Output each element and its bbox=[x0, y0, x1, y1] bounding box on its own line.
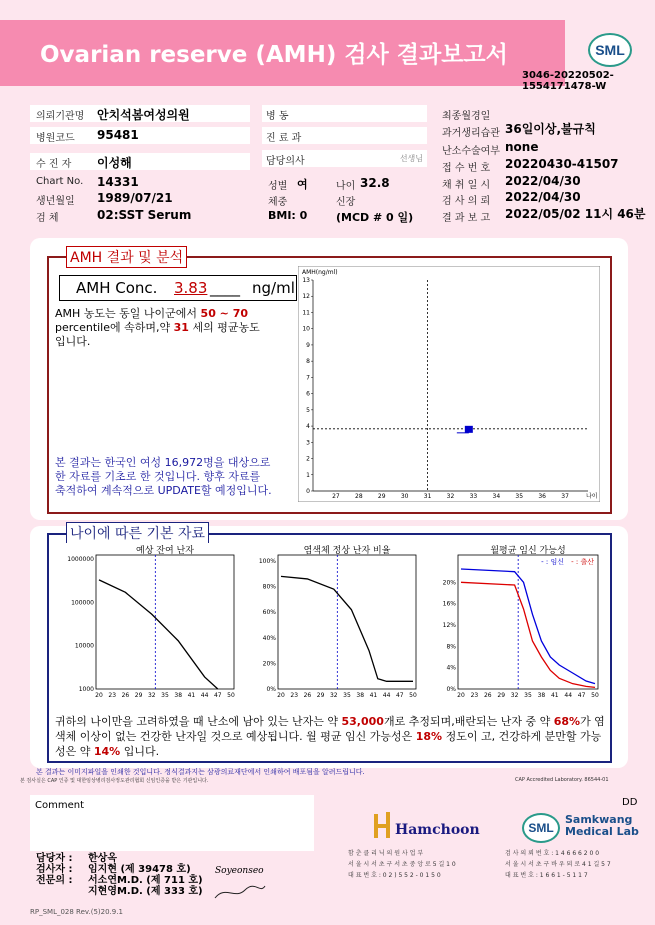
xtick: 44 bbox=[382, 692, 391, 699]
xtick: 23 bbox=[108, 692, 117, 699]
amh-xtick: 33 bbox=[469, 493, 478, 500]
amh-ylabel: AMH(ng/ml) bbox=[302, 269, 338, 276]
sml-info: 검 사 의 뢰 번 호 : 1 4 6 6 6 2 0 0 서 울 시 서 초 구 바 우 뫼 로 4 1 길 5 7 대 표 번 호 : 1 6 6 1 - 5 1 1 7 bbox=[505, 850, 611, 879]
amh-ytick: 5 bbox=[306, 406, 310, 414]
xtick: 44 bbox=[200, 692, 209, 699]
ytick: 60% bbox=[262, 609, 276, 617]
info-row-4: 생년월일 1989/07/21 bbox=[36, 191, 173, 207]
bmi-text: BMI: 0 bbox=[268, 209, 308, 222]
comment-box: Comment bbox=[30, 795, 314, 851]
amh-note: 본 결과는 한국인 여성 16,972명을 대상으로 한 자료를 기초로 한 것입니다. 향후 자료를 축적하여 계속적으로 UPDATE할 예정입니다. bbox=[55, 456, 272, 497]
amh-ytick: 7 bbox=[306, 374, 310, 382]
xtick: 20 bbox=[95, 692, 103, 699]
xtick: 26 bbox=[121, 692, 130, 699]
info-row-3: Chart No. 14331 bbox=[36, 175, 139, 189]
legend-birth: - : 출산 bbox=[571, 558, 594, 566]
info-row-5: 검 체 02:SST Serum bbox=[36, 208, 192, 224]
xtick: 29 bbox=[134, 692, 143, 699]
ytick: 40% bbox=[262, 634, 276, 642]
info-right-row-3: 접 수 번 호 20220430-41507 bbox=[442, 157, 619, 174]
amh-xtick: 30 bbox=[400, 493, 409, 500]
xtick: 32 bbox=[147, 692, 156, 699]
report-title: Ovarian reserve (AMH) 검사 결과보고서 bbox=[40, 42, 508, 68]
xtick: 47 bbox=[213, 692, 222, 699]
info-right-row-2: 난소수술여부 none bbox=[442, 140, 539, 157]
xtick: 47 bbox=[577, 692, 586, 699]
xtick: 32 bbox=[510, 692, 519, 699]
xtick: 38 bbox=[537, 692, 546, 699]
xtick: 23 bbox=[470, 692, 479, 699]
info-row-0: 의뢰기관명 안치석봄여성의원 bbox=[30, 105, 250, 122]
age-value: 32.8 bbox=[360, 176, 390, 190]
pregnancy-chart bbox=[428, 543, 602, 707]
amh-ytick: 11 bbox=[302, 309, 310, 317]
info-right-row-0: 최종월경일 bbox=[442, 111, 491, 122]
signature-scribble bbox=[210, 880, 270, 904]
age-label: 나이 bbox=[336, 181, 356, 192]
amh-xtick: 31 bbox=[423, 493, 432, 500]
xtick: 26 bbox=[303, 692, 312, 699]
sml-logo: SML bbox=[588, 33, 632, 67]
chart-bg bbox=[66, 543, 238, 707]
amh-ytick: 4 bbox=[306, 423, 310, 431]
amh-xtick: 29 bbox=[377, 493, 386, 500]
weight-label: 체중 bbox=[268, 197, 288, 208]
ytick: 12% bbox=[442, 622, 456, 629]
amh-xlabel: 나이 bbox=[586, 493, 598, 500]
amh-xtick: 34 bbox=[492, 493, 501, 500]
xtick: 32 bbox=[329, 692, 338, 699]
hamchoon-logo-icon bbox=[368, 808, 398, 842]
amh-xtick: 28 bbox=[355, 493, 363, 500]
footnote: 본 결과는 이미지파일을 인쇄한 것입니다. 정식결과지는 삼광의료재단에서 인쇄하여 배포됨을 알려드립니다. bbox=[36, 768, 365, 776]
ytick: 8% bbox=[446, 643, 456, 651]
info-row-2: 수 진 자 이성해 bbox=[30, 153, 250, 170]
ytick: 20% bbox=[262, 660, 276, 668]
info-right-row-6: 결 과 보 고 2022/05/02 11시 46분 bbox=[442, 207, 646, 224]
xtick: 41 bbox=[369, 692, 378, 699]
staff-labels: 담당자 : 검사자 : 전문의 : bbox=[36, 853, 73, 886]
info-right-row-4: 채 취 일 시 2022/04/30 bbox=[442, 174, 581, 191]
amh-ytick: 10 bbox=[302, 325, 310, 333]
hamchoon-name: Hamchoon bbox=[395, 822, 480, 838]
staff-values: 한상옥 임지현 (제 39478 호) 서소연M.D. (제 711 호) 지현영M.D. (제 333 호) bbox=[88, 853, 203, 897]
mcd-text: (MCD # 0 일) bbox=[336, 211, 414, 224]
sml-footer-logo: SML bbox=[522, 813, 560, 843]
cap-text: CAP Accredited Laboratory. 86544-01 bbox=[515, 777, 609, 783]
age-summary-text: 귀하의 나이만을 고려하였을 때 난소에 남아 있는 난자는 약 53,000개로 추정되며,배란되는 난자 중 약 68%가 염색체 이상이 없는 건강한 난자일 것으로 예상됩니다. 월 평균 임신 가능성은 18% 정도이 고, 건강하게 분만할 가능성은 약 14% 입니다. bbox=[55, 715, 605, 758]
signature: Soyeonseo bbox=[215, 866, 264, 876]
chart-bg bbox=[248, 543, 420, 707]
amh-ytick: 2 bbox=[306, 455, 310, 463]
dept-field: 진 료 과 bbox=[262, 127, 427, 144]
amh-ytick: 9 bbox=[306, 341, 310, 349]
height-label: 신장 bbox=[336, 197, 356, 208]
info-row-1: 병원코드 95481 bbox=[30, 127, 250, 144]
amh-section-title: AMH 결과 및 분석 bbox=[66, 246, 187, 268]
ytick: 16% bbox=[442, 600, 456, 608]
ytick: 1000000 bbox=[67, 556, 94, 563]
document-number: 3046-20220502-1554171478-W bbox=[522, 70, 614, 92]
xtick: 35 bbox=[524, 692, 532, 699]
xtick: 44 bbox=[564, 692, 573, 699]
chart-title: 염색체 정상 난자 비율 bbox=[303, 546, 391, 556]
amh-conc-box: AMH Conc. 3.83 ____ ng/ml bbox=[59, 275, 297, 301]
xtick: 41 bbox=[187, 692, 196, 699]
legend-preg: - : 임신 bbox=[541, 558, 564, 566]
amh-ytick: 0 bbox=[306, 488, 310, 495]
xtick: 38 bbox=[356, 692, 365, 699]
info-right-row-1: 과거생리습관 36일이상,불규칙 bbox=[442, 122, 596, 139]
amh-ytick: 1 bbox=[306, 471, 310, 479]
ytick: 0% bbox=[266, 686, 276, 693]
chart-title: 예상 잔여 난자 bbox=[136, 546, 194, 556]
xtick: 47 bbox=[395, 692, 404, 699]
amh-xtick: 32 bbox=[446, 493, 455, 500]
xtick: 35 bbox=[343, 692, 351, 699]
xtick: 50 bbox=[591, 692, 599, 699]
amh-ytick: 13 bbox=[302, 277, 310, 284]
ytick: 10000 bbox=[74, 642, 94, 650]
ytick: 100% bbox=[258, 558, 276, 565]
xtick: 29 bbox=[316, 692, 325, 699]
amh-chart bbox=[298, 266, 600, 502]
chromosome-chart bbox=[248, 543, 420, 707]
xtick: 23 bbox=[290, 692, 299, 699]
footnote-2: 본 검사실은 CAP 인증 및 대한임상병리검사정도관리협회 신임인증을 받은 기관입니다. bbox=[20, 778, 209, 784]
amh-ytick: 6 bbox=[306, 390, 310, 398]
dd-mark: DD bbox=[622, 797, 638, 808]
amh-ytick: 8 bbox=[306, 358, 310, 366]
ytick: 100000 bbox=[71, 599, 94, 607]
amh-ytick: 3 bbox=[306, 439, 310, 447]
ytick: 0% bbox=[446, 686, 456, 693]
eggs-chart bbox=[66, 543, 238, 707]
chart-title: 월평균 임신 가능성 bbox=[490, 546, 566, 556]
ytick: 4% bbox=[446, 664, 456, 672]
xtick: 41 bbox=[550, 692, 559, 699]
xtick: 20 bbox=[277, 692, 285, 699]
amh-xtick: 36 bbox=[538, 493, 546, 500]
amh-conc-value: 3.83 bbox=[174, 279, 208, 297]
ytick: 20% bbox=[442, 579, 456, 587]
form-number: RP_SML_028 Rev.(5)20.9.1 bbox=[30, 908, 123, 916]
xtick: 50 bbox=[409, 692, 417, 699]
amh-xtick: 35 bbox=[515, 493, 524, 500]
age-section-title: 나이에 따른 기본 자료 bbox=[66, 522, 209, 544]
xtick: 38 bbox=[174, 692, 183, 699]
sml-name: Samkwang Medical Lab bbox=[565, 813, 639, 838]
xtick: 35 bbox=[161, 692, 169, 699]
info-right-row-5: 검 사 의 뢰 2022/04/30 bbox=[442, 190, 581, 207]
ytick: 1000 bbox=[78, 686, 94, 693]
sex-value: 여 bbox=[297, 178, 308, 191]
hamchoon-info: 함 춘 클 리 닉 의 원 사 업 부 서 울 시 서 초 구 서 초 중 앙 로 5 길 1 0 대 표 번 호 : 0 2 ) 5 5 2 - 0 1 5 0 bbox=[348, 850, 456, 879]
amh-xtick: 37 bbox=[561, 493, 569, 500]
amh-xtick: 27 bbox=[332, 493, 340, 500]
xtick: 29 bbox=[497, 692, 506, 699]
ward-field: 병 동 bbox=[262, 105, 427, 122]
xtick: 20 bbox=[457, 692, 465, 699]
amh-data-point bbox=[465, 426, 473, 433]
xtick: 26 bbox=[483, 692, 492, 699]
sex-label: 성별 bbox=[268, 181, 288, 192]
amh-percentile-text: AMH 농도는 동일 나이군에서 50 ~ 70 percentile에 속하며,약 31 세의 평균농도 입니다. bbox=[55, 307, 260, 348]
xtick: 50 bbox=[227, 692, 235, 699]
amh-ytick: 12 bbox=[302, 293, 310, 301]
doctor-field: 담당의사 선생님 bbox=[262, 150, 427, 167]
ytick: 80% bbox=[262, 583, 276, 591]
